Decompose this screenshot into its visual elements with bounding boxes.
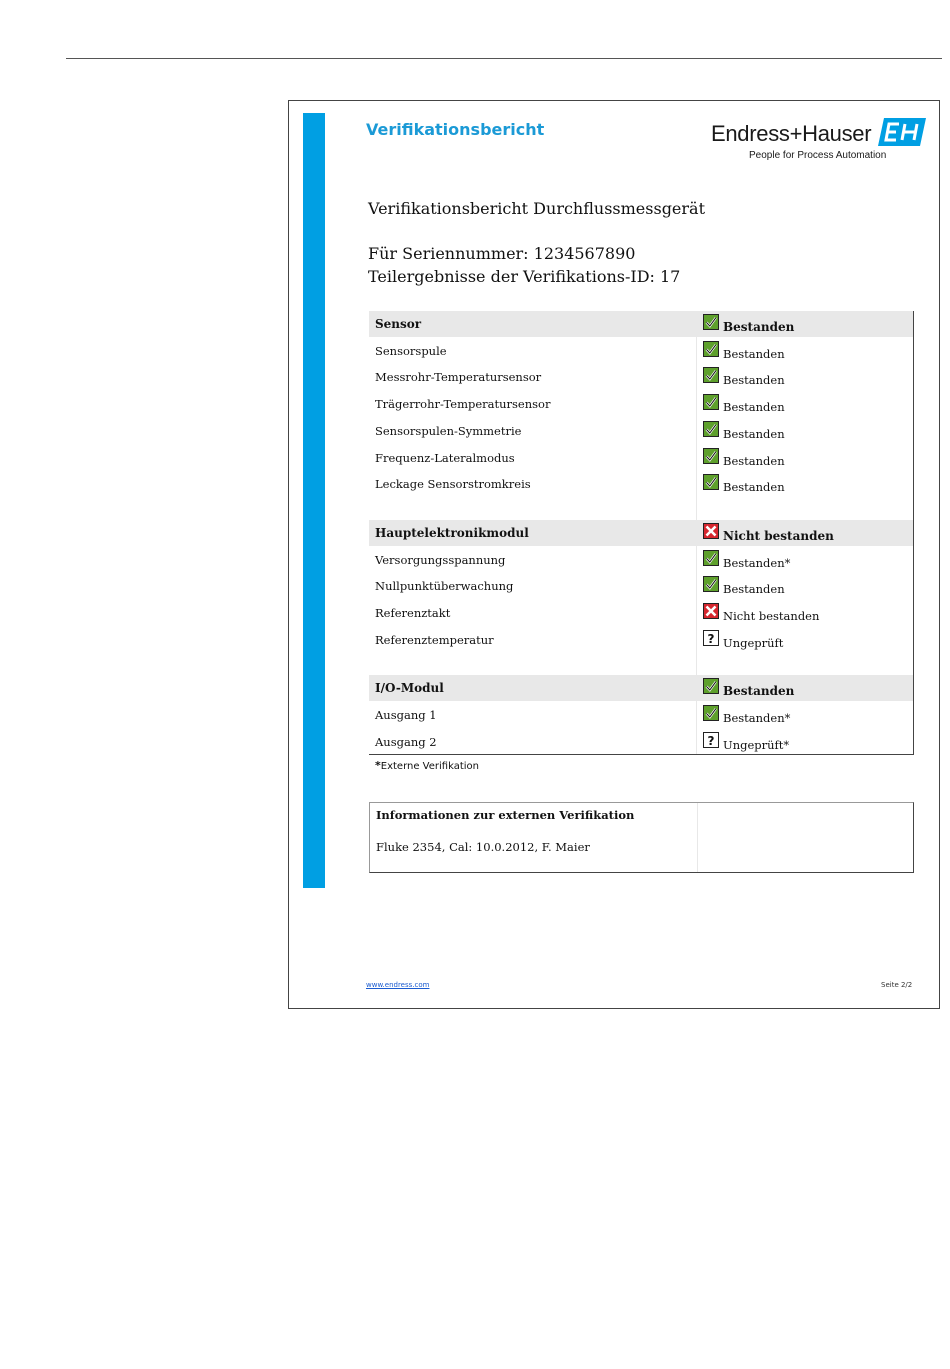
check-name: Messrohr-Temperatursensor [375, 370, 542, 385]
report-heading: Verifikationsbericht [366, 120, 545, 139]
result-row [369, 729, 913, 755]
check-name: Trägerrohr-Temperatursensor [375, 397, 551, 412]
footer-website-link[interactable]: www.endress.com [366, 981, 430, 989]
verification-id-line: Teilergebnisse der Verifikations-ID: 17 [368, 267, 681, 286]
check-name: Ausgang 1 [375, 708, 437, 723]
group-name: I/O-Modul [375, 681, 444, 696]
result-row [369, 338, 913, 364]
check-status: Ungeprüft* [723, 737, 790, 752]
check-icon [703, 421, 719, 437]
result-row [369, 364, 913, 390]
result-row [369, 627, 913, 653]
results-table [369, 311, 914, 755]
group-status: Bestanden [723, 320, 795, 334]
result-row [369, 418, 913, 444]
check-name: Frequenz-Lateralmodus [375, 450, 515, 465]
check-status: Bestanden [723, 426, 785, 441]
check-name: Ausgang 2 [375, 734, 437, 749]
check-icon [703, 576, 719, 592]
result-row [369, 547, 913, 573]
footnote-text: Externe Verifikation [380, 761, 479, 772]
check-status: Bestanden [723, 582, 785, 597]
logo-tagline: People for Process Automation [749, 150, 887, 161]
result-row [369, 702, 913, 728]
endress-hauser-logo [711, 117, 931, 167]
check-icon [703, 550, 719, 566]
result-row [369, 391, 913, 417]
question-icon [703, 732, 719, 748]
footnote [375, 759, 479, 772]
column-divider [697, 803, 698, 872]
check-icon [703, 705, 719, 721]
footer-page-number: Seite 2/2 [881, 981, 913, 989]
accent-bar [303, 113, 325, 888]
svg-text:?: ? [707, 631, 715, 645]
check-icon [703, 474, 719, 490]
check-status: Bestanden [723, 480, 785, 495]
serial-number-line: Für Seriennummer: 1234567890 [368, 244, 636, 263]
cross-icon [703, 523, 719, 539]
check-status: Bestanden* [723, 555, 791, 570]
external-verification-title: Informationen zur externen Verifikation [376, 808, 635, 822]
check-name: Referenztakt [375, 606, 451, 620]
logo-brand: Endress+Hauser [711, 121, 872, 146]
check-status: Nicht bestanden [723, 609, 820, 623]
check-name: Sensorspule [375, 343, 447, 358]
check-icon [703, 314, 719, 330]
group-row [369, 520, 913, 546]
check-icon [703, 448, 719, 464]
svg-text:?: ? [707, 733, 715, 747]
external-verification-value: Fluke 2354, Cal: 10.0.2012, F. Maier [376, 840, 590, 854]
check-name: Nullpunktüberwachung [375, 579, 514, 594]
check-icon [703, 678, 719, 694]
check-icon [703, 341, 719, 357]
document-title: Verifikationsbericht Durchflussmessgerät [368, 199, 706, 218]
report-page [288, 100, 940, 1009]
check-icon [703, 367, 719, 383]
check-status: Ungeprüft [723, 635, 784, 650]
check-status: Bestanden [723, 346, 785, 361]
check-icon [703, 394, 719, 410]
question-icon [703, 630, 719, 646]
eh-logo-icon [878, 118, 926, 146]
group-status: Bestanden [723, 684, 795, 699]
check-status: Bestanden [723, 400, 785, 415]
check-name: Sensorspulen-Symmetrie [375, 423, 522, 438]
check-status: Bestanden [723, 373, 785, 388]
check-status: Bestanden* [723, 711, 791, 726]
result-row [369, 471, 913, 497]
group-status: Nicht bestanden [723, 528, 834, 543]
footnote-marker: * [375, 759, 381, 772]
check-name: Leckage Sensorstromkreis [375, 477, 531, 492]
check-status: Bestanden [723, 453, 785, 468]
check-name: Versorgungsspannung [375, 552, 506, 567]
group-row [369, 675, 913, 701]
cross-icon [703, 603, 719, 619]
group-name: Hauptelektronikmodul [375, 525, 529, 540]
page-top-rule [66, 58, 942, 59]
external-verification-box [369, 802, 914, 873]
check-name: Referenztemperatur [375, 632, 494, 647]
group-name: Sensor [375, 317, 422, 331]
result-row [369, 600, 913, 626]
group-row [369, 311, 913, 337]
result-row [369, 573, 913, 599]
result-row [369, 445, 913, 471]
